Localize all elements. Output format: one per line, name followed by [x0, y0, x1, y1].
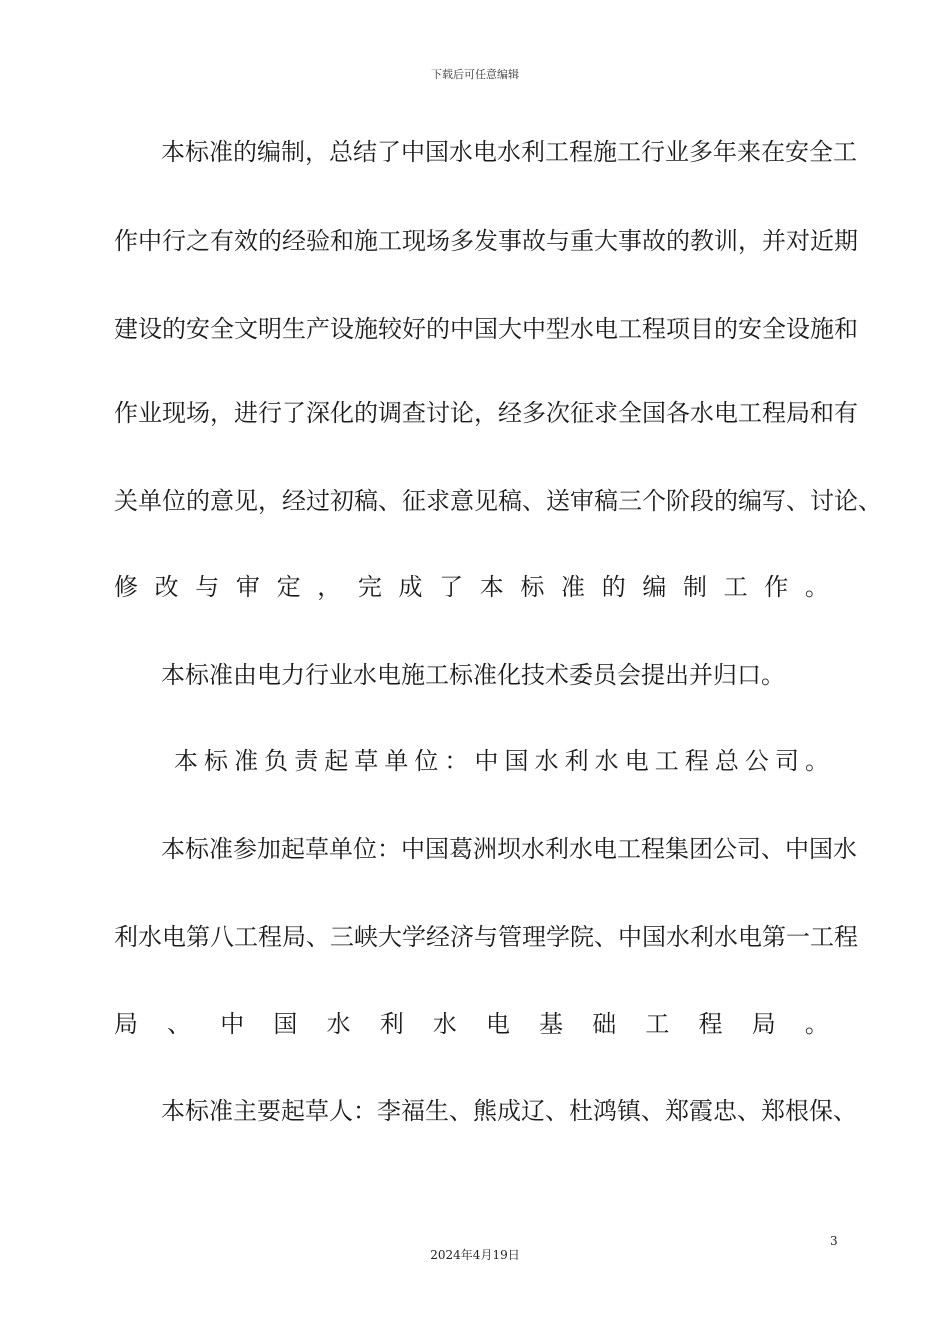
justified-char: 国	[504, 747, 529, 775]
justified-char: 电	[624, 747, 649, 775]
paragraph-line: 本标准参加起草单位：中国葛洲坝水利水电工程集团公司、中国水	[161, 835, 857, 863]
justified-char: 局	[114, 1010, 138, 1038]
justified-char: 基	[539, 1010, 564, 1038]
justified-char: 成	[398, 573, 423, 601]
paragraph-line: 建设的安全文明生产设施较好的中国大中型水电工程项目的安全设施和	[114, 315, 858, 343]
paragraph-line: 本标准由电力行业水电施工标准化技术委员会提出并归口。	[161, 661, 785, 689]
justified-char: 修	[114, 573, 138, 601]
justified-char: 水	[432, 1010, 457, 1038]
justified-char: 工	[645, 1010, 670, 1038]
justified-char: 与	[195, 573, 220, 601]
page-number: 3	[830, 1234, 838, 1248]
justified-char: 础	[592, 1010, 617, 1038]
paragraph-line: 作中行之有效的经验和施工现场多发事故与重大事故的教训，并对近期	[114, 227, 858, 255]
page-header: 下载后可任意编辑	[431, 68, 519, 81]
justified-char: 中	[220, 1010, 245, 1038]
justified-char: 草	[354, 747, 379, 775]
justified-char: 司	[774, 747, 799, 775]
paragraph-line: 本标准主要起草人：李福生、熊成辽、杜鸿镇、郑霞忠、郑根保、	[161, 1097, 857, 1125]
justified-char: 完	[357, 573, 382, 601]
justified-char: 责	[294, 747, 319, 775]
justified-char: 。	[804, 1010, 829, 1038]
justified-char: 改	[154, 573, 179, 601]
justified-char: 中	[474, 747, 499, 775]
justified-char: ，	[317, 573, 342, 601]
paragraph-line: 作业现场，进行了深化的调查讨论，经多次征求全国各水电工程局和有	[114, 399, 858, 427]
justified-char: 利	[564, 747, 589, 775]
justified-char: 电	[485, 1010, 510, 1038]
paragraph-line: 关单位的意见，经过初稿、征求意见稿、送审稿三个阶段的编写、讨论、	[114, 487, 882, 515]
justified-char: 工	[654, 747, 679, 775]
justified-char: ：	[444, 747, 469, 775]
justified-char: 国	[273, 1010, 298, 1038]
justified-char: 准	[561, 573, 586, 601]
paragraph-line-justified	[174, 746, 829, 776]
justified-char: 。	[804, 747, 829, 775]
justified-char: 水	[534, 747, 559, 775]
justified-char: 准	[234, 747, 259, 775]
justified-char: 局	[751, 1010, 776, 1038]
justified-char: 审	[235, 573, 260, 601]
justified-char: 位	[414, 747, 439, 775]
paragraph-line: 本标准的编制，总结了中国水电水利工程施工行业多年来在安全工	[161, 138, 857, 166]
justified-char: 水	[326, 1010, 351, 1038]
justified-char: 工	[723, 573, 748, 601]
justified-char: 本	[174, 747, 198, 775]
justified-char: 标	[204, 747, 229, 775]
justified-char: 定	[276, 573, 301, 601]
justified-char: 编	[642, 573, 667, 601]
justified-char: 制	[682, 573, 707, 601]
justified-char: 起	[324, 747, 349, 775]
justified-char: 水	[594, 747, 619, 775]
justified-char: 本	[479, 573, 504, 601]
paragraph-line-justified	[114, 572, 829, 602]
paragraph-line-justified	[114, 1009, 829, 1039]
justified-char: 程	[684, 747, 709, 775]
justified-char: 程	[698, 1010, 723, 1038]
justified-char: 负	[264, 747, 289, 775]
justified-char: 公	[744, 747, 769, 775]
footer-date: 2024年4月19日	[430, 1248, 520, 1262]
justified-char: 单	[384, 747, 409, 775]
paragraph-line: 利水电第八工程局、三峡大学经济与管理学院、中国水利水电第一工程	[114, 923, 858, 951]
justified-char: 总	[714, 747, 739, 775]
justified-char: 、	[167, 1010, 192, 1038]
justified-char: 利	[379, 1010, 404, 1038]
justified-char: 标	[520, 573, 545, 601]
justified-char: 的	[601, 573, 626, 601]
justified-char: 作	[764, 573, 789, 601]
justified-char: 了	[439, 573, 464, 601]
justified-char: 。	[804, 573, 829, 601]
